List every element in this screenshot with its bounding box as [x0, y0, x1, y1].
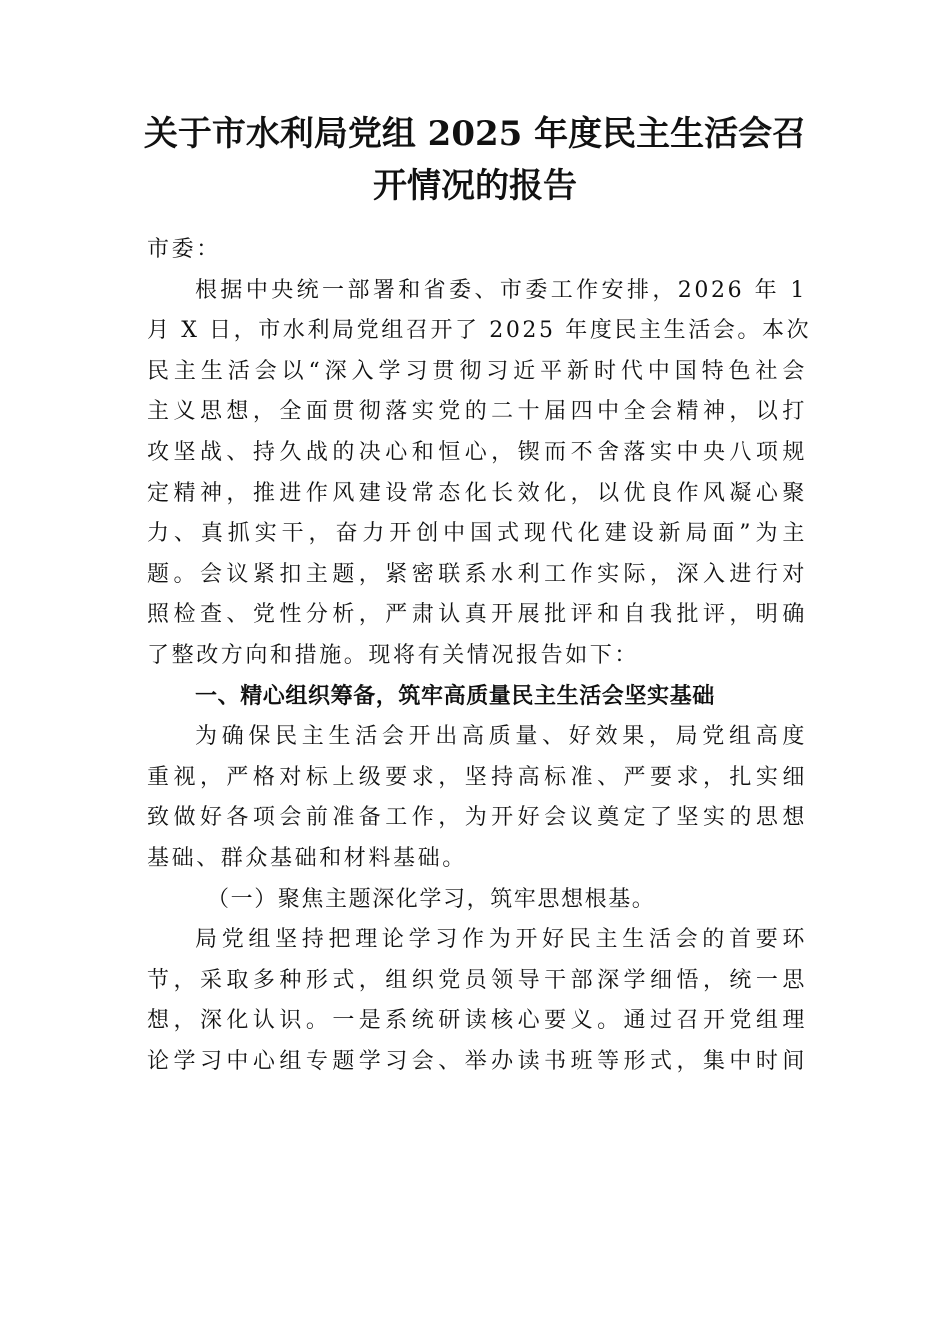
- paragraph-line: 攻坚战、持久战的决心和恒心，锲而不舍落实中央八项规: [147, 439, 807, 465]
- paragraph-line: 重视，严格对标上级要求，坚持高标准、严要求，扎实细: [147, 764, 807, 790]
- paragraph-3: [147, 920, 807, 1082]
- paragraph-line: 节，采取多种形式，组织党员领导干部深学细悟，统一思: [147, 967, 807, 993]
- paragraph-line: 力、真抓实干，奋力开创中国式现代化建设新局面”为主: [147, 521, 807, 547]
- paragraph-line: 致做好各项会前准备工作，为开好会议奠定了坚实的思想: [147, 805, 807, 831]
- paragraph-line: 照检查、党性分析，严肃认真开展批评和自我批评，明确: [147, 602, 807, 628]
- paragraph-line: 想，深化认识。一是系统研读核心要义。通过召开党组理: [147, 1008, 807, 1034]
- salutation: 市委：: [147, 237, 221, 262]
- section-heading-1: 一、精心组织筹备，筑牢高质量民主生活会坚实基础: [195, 683, 715, 709]
- paragraph-line: 题。会议紧扣主题，紧密联系水利工作实际，深入进行对: [147, 561, 807, 587]
- paragraph-line: 月 X 日，市水利局党组召开了 2025 年度民主生活会。本次: [147, 318, 812, 344]
- title-line-1: 关于市水利局党组 2025 年度民主生活会召: [143, 114, 807, 154]
- paragraph-line: 主义思想，全面贯彻落实党的二十届四中全会精神，以打: [147, 399, 807, 425]
- paragraph-line: 根据中央统一部署和省委、市委工作安排，2026 年 1: [195, 277, 807, 303]
- title-line-2: 开情况的报告: [373, 166, 577, 206]
- paragraph-line: 了整改方向和措施。现将有关情况报告如下：: [147, 642, 640, 668]
- document-body: [147, 226, 812, 1082]
- paragraph-line: 基础、群众基础和材料基础。: [147, 845, 467, 871]
- paragraph-line: 为确保民主生活会开出高质量、好效果，局党组高度: [195, 724, 807, 750]
- paragraph-line: 民主生活会以“深入学习贯彻习近平新时代中国特色社会: [147, 358, 807, 384]
- paragraph-2: [147, 717, 807, 879]
- document-title: [120, 108, 830, 212]
- paragraph-line: 定精神，推进作风建设常态化长效化，以优良作风凝心聚: [147, 480, 807, 506]
- subsection-heading-1: （一）聚焦主题深化学习，筑牢思想根基。: [207, 886, 656, 912]
- paragraph-line: 局党组坚持把理论学习作为开好民主生活会的首要环: [195, 927, 807, 953]
- paragraph-1: [147, 271, 812, 677]
- paragraph-line: 论学习中心组专题学习会、举办读书班等形式，集中时间: [147, 1048, 807, 1074]
